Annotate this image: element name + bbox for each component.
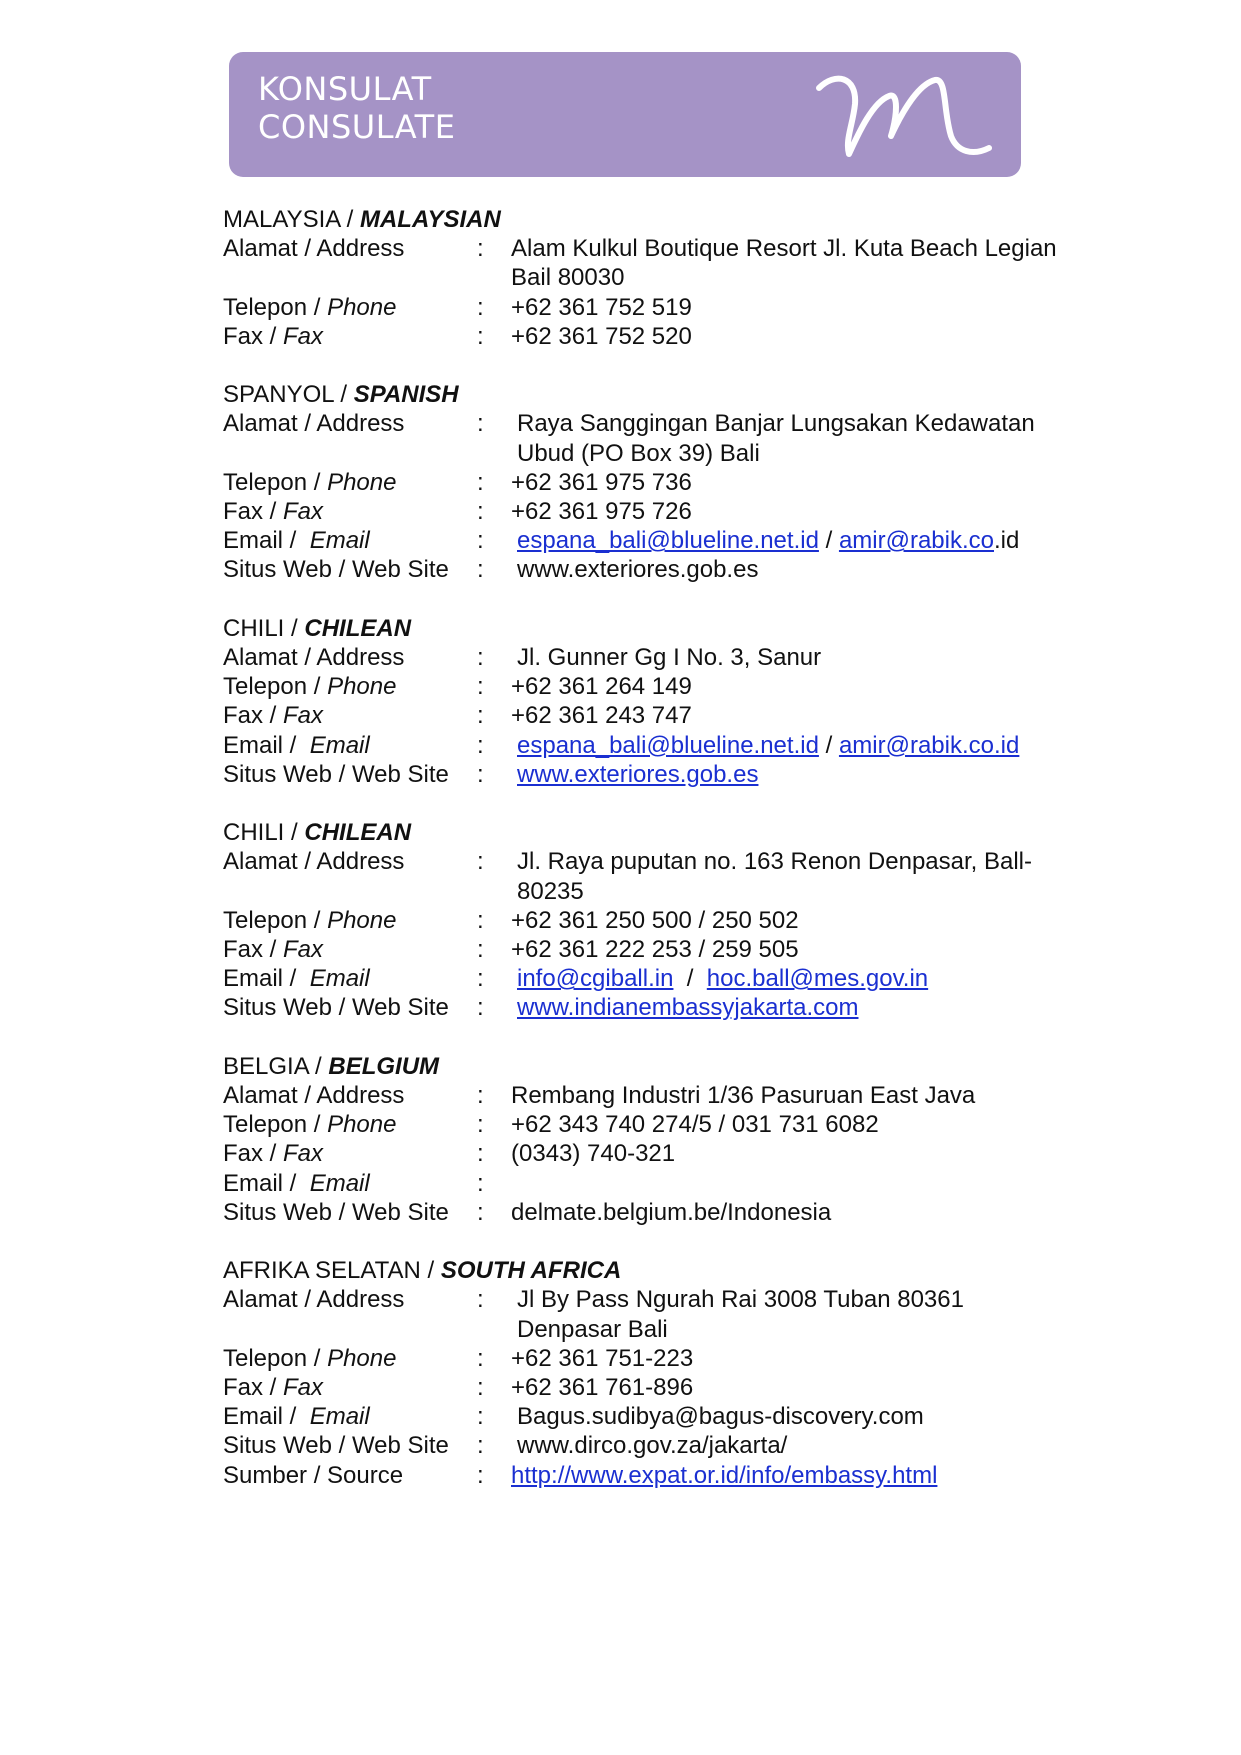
website-row [223,1198,1123,1227]
email-separator: / [818,527,839,555]
website-value: www.exteriores.gob.es [517,556,759,584]
colon: : [477,1432,484,1460]
email-link-2[interactable]: amir@rabik.co [838,527,994,555]
section-spanyol [223,380,1123,584]
colon: : [477,1169,484,1197]
section-title-en: MALAYSIAN [359,206,501,233]
phone-label-id: Telepon / [223,1344,321,1372]
phone-value: +62 361 250 500 / 250 502 [511,906,799,934]
banner-title [258,70,455,146]
email-link-1[interactable]: espana_bali@blueline.net.id [517,527,819,555]
email-row [223,526,1123,555]
fax-label-id: Fax / [223,1140,277,1168]
source-row [223,1461,1123,1490]
email-value: Bagus.sudibya@bagus-discovery.com [517,1403,924,1431]
phone-row [223,293,1123,322]
address-label: Alamat / Address [223,1082,405,1110]
colon: : [477,322,484,350]
email-row [223,964,1123,993]
consulate-list [223,205,1123,1519]
phone-label-en: Phone [327,673,397,701]
email-value [511,526,1092,555]
phone-label-id: Telepon / [223,293,321,321]
fax-value: +62 361 975 726 [511,498,692,526]
phone-label-en: Phone [327,906,397,934]
phone-label [223,293,477,322]
phone-label [223,1110,477,1139]
website-label: Situs Web / Web Site [223,556,449,584]
website-label: Situs Web / Web Site [223,1432,449,1460]
website-value: delmate.belgium.be/Indonesia [511,1198,832,1226]
email-separator: / [673,965,707,993]
address-value: Rembang Industri 1/36 Pasuruan East Java [511,1082,976,1110]
colon: : [477,556,484,584]
section-title-id: CHILI / [223,819,298,847]
website-value: www.dirco.gov.za/jakarta/ [517,1432,788,1460]
colon: : [477,1461,484,1489]
m-script-logo-icon [811,66,1001,166]
section-title-en: CHILEAN [304,819,412,847]
email-label-id: Email / [223,527,297,555]
fax-label [223,1373,477,1402]
fax-label-en: Fax [283,936,324,964]
address-value: Jl. Gunner Gg I No. 3, Sanur [517,644,822,672]
section-title-id: SPANYOL / [223,381,348,409]
colon: : [477,906,484,934]
section-title [223,614,1123,643]
colon: : [477,1140,484,1168]
phone-value: +62 343 740 274/5 / 031 731 6082 [511,1111,879,1139]
section-title-en: SOUTH AFRICA [440,1257,622,1285]
address-row [223,234,1123,292]
email-row [223,1402,1123,1431]
fax-row [223,1139,1123,1168]
consulate-header-banner [229,52,1021,177]
section-title-id: CHILI / [223,614,298,642]
colon: : [477,293,484,321]
email-label-id: Email / [223,1403,297,1431]
fax-label-id: Fax / [223,498,277,526]
phone-label-id: Telepon / [223,673,321,701]
section-title [223,205,1123,234]
email-label-id: Email / [223,965,297,993]
email-label-en: Email [309,1403,370,1431]
phone-label-en: Phone [327,293,397,321]
colon: : [477,731,484,759]
website-link[interactable]: www.indianembassyjakarta.com [517,994,859,1022]
address-label: Alamat / Address [223,644,405,672]
email-label [223,1402,477,1431]
phone-label-en: Phone [327,1111,397,1139]
phone-label-en: Phone [327,1344,397,1372]
website-row [223,1431,1123,1460]
website-label: Situs Web / Web Site [223,1198,449,1226]
email-value [511,731,1092,760]
banner-title-line1: KONSULAT [258,70,432,108]
address-row [223,847,1123,905]
fax-label [223,935,477,964]
email-label-en: Email [309,731,370,759]
fax-label-en: Fax [283,322,324,350]
section-title [223,818,1123,847]
phone-label [223,906,477,935]
colon: : [477,527,484,555]
phone-label [223,468,477,497]
section-chili-1 [223,614,1123,789]
section-title-en: BELGIUM [328,1052,440,1080]
colon: : [477,644,484,672]
address-row [223,1285,1123,1343]
email-label [223,964,477,993]
fax-value: (0343) 740-321 [511,1140,676,1168]
colon: : [477,1111,484,1139]
phone-row [223,468,1123,497]
colon: : [477,410,484,438]
section-afrika-selatan [223,1256,1123,1490]
phone-value: +62 361 752 519 [511,293,692,321]
address-value: Jl. Raya puputan no. 163 Renon Denpasar, Ball-80235 [517,848,1033,905]
fax-label-id: Fax / [223,322,277,350]
fax-label-en: Fax [283,1374,324,1402]
colon: : [477,936,484,964]
fax-label [223,497,477,526]
address-value: Alam Kulkul Boutique Resort Jl. Kuta Beach Legian Bail 80030 [511,235,1057,292]
fax-value: +62 361 752 520 [511,322,692,350]
address-row [223,643,1123,672]
fax-label [223,701,477,730]
colon: : [477,1082,484,1110]
fax-label-id: Fax / [223,1374,277,1402]
section-title [223,1052,1123,1081]
fax-label-en: Fax [283,702,324,730]
fax-row [223,1373,1123,1402]
address-value: Raya Sanggingan Banjar Lungsakan Kedawatan Ubud (PO Box 39) Bali [517,410,1035,467]
source-label: Sumber / Source [223,1461,404,1489]
website-value [511,760,1092,789]
address-label: Alamat / Address [223,1286,405,1314]
email-link-2[interactable]: hoc.ball@mes.gov.in [706,965,929,993]
phone-label [223,1344,477,1373]
section-chili-2 [223,818,1123,1022]
address-label: Alamat / Address [223,410,405,438]
email-value [511,964,1092,993]
email-link-2[interactable]: amir@rabik.co.id [838,731,1020,759]
phone-label-id: Telepon / [223,1111,321,1139]
email-label-id: Email / [223,731,297,759]
email-suffix: .id [994,527,1020,555]
fax-label-id: Fax / [223,936,277,964]
address-label: Alamat / Address [223,235,405,263]
website-row [223,993,1123,1022]
email-label [223,1169,477,1198]
colon: : [477,673,484,701]
phone-label-id: Telepon / [223,906,321,934]
colon: : [477,498,484,526]
section-title [223,380,1123,409]
colon: : [477,468,484,496]
section-title-en: SPANISH [353,381,459,409]
phone-value: +62 361 751-223 [511,1344,694,1372]
address-value: Jl By Pass Ngurah Rai 3008 Tuban 80361 Denpasar Bali [517,1286,964,1343]
colon: : [477,702,484,730]
banner-title-line2: CONSULATE [258,108,456,146]
phone-label-en: Phone [327,468,397,496]
phone-row [223,1344,1123,1373]
colon: : [477,848,484,876]
section-title-id: AFRIKA SELATAN / [223,1257,435,1285]
email-link-1[interactable]: espana_bali@blueline.net.id [517,731,819,759]
colon: : [477,994,484,1022]
source-value [511,1461,1086,1490]
address-label: Alamat / Address [223,848,405,876]
phone-label [223,672,477,701]
fax-label-id: Fax / [223,702,277,730]
fax-label [223,1139,477,1168]
colon: : [477,760,484,788]
fax-label-en: Fax [283,498,324,526]
section-title [223,1256,1123,1285]
fax-row [223,322,1123,351]
email-row [223,1169,1123,1198]
phone-row [223,906,1123,935]
address-row [223,1081,1123,1110]
colon: : [477,965,484,993]
fax-value: +62 361 222 253 / 259 505 [511,936,799,964]
fax-row [223,935,1123,964]
email-label-en: Email [309,527,370,555]
section-belgia [223,1052,1123,1227]
phone-label-id: Telepon / [223,468,321,496]
fax-label-en: Fax [283,1140,324,1168]
email-label-id: Email / [223,1169,297,1197]
fax-row [223,497,1123,526]
email-label [223,526,477,555]
email-value [511,1169,1086,1198]
website-label: Situs Web / Web Site [223,760,449,788]
website-value [511,993,1092,1022]
fax-label [223,322,477,351]
phone-value: +62 361 975 736 [511,468,692,496]
colon: : [477,1198,484,1226]
colon: : [477,1286,484,1314]
phone-value: +62 361 264 149 [511,673,692,701]
section-malaysia [223,205,1123,351]
email-label-en: Email [309,965,370,993]
website-link[interactable]: www.exteriores.gob.es [517,760,759,788]
website-row [223,760,1123,789]
colon: : [477,1344,484,1372]
website-label: Situs Web / Web Site [223,994,449,1022]
fax-value: +62 361 243 747 [511,702,692,730]
fax-value: +62 361 761-896 [511,1374,694,1402]
section-title-en: CHILEAN [304,614,412,642]
section-title-id: MALAYSIA / [223,206,354,233]
email-link-1[interactable]: info@cgiball.in [517,965,674,993]
website-row [223,555,1123,584]
email-label [223,731,477,760]
source-link[interactable]: http://www.expat.or.id/info/embassy.html [511,1461,938,1489]
colon: : [477,1403,484,1431]
phone-row [223,672,1123,701]
address-row [223,409,1123,467]
email-separator: / [818,731,839,759]
colon: : [477,1374,484,1402]
phone-row [223,1110,1123,1139]
section-title-id: BELGIA / [223,1052,322,1080]
email-label-en: Email [309,1169,370,1197]
email-row [223,731,1123,760]
colon: : [477,235,484,263]
fax-row [223,701,1123,730]
